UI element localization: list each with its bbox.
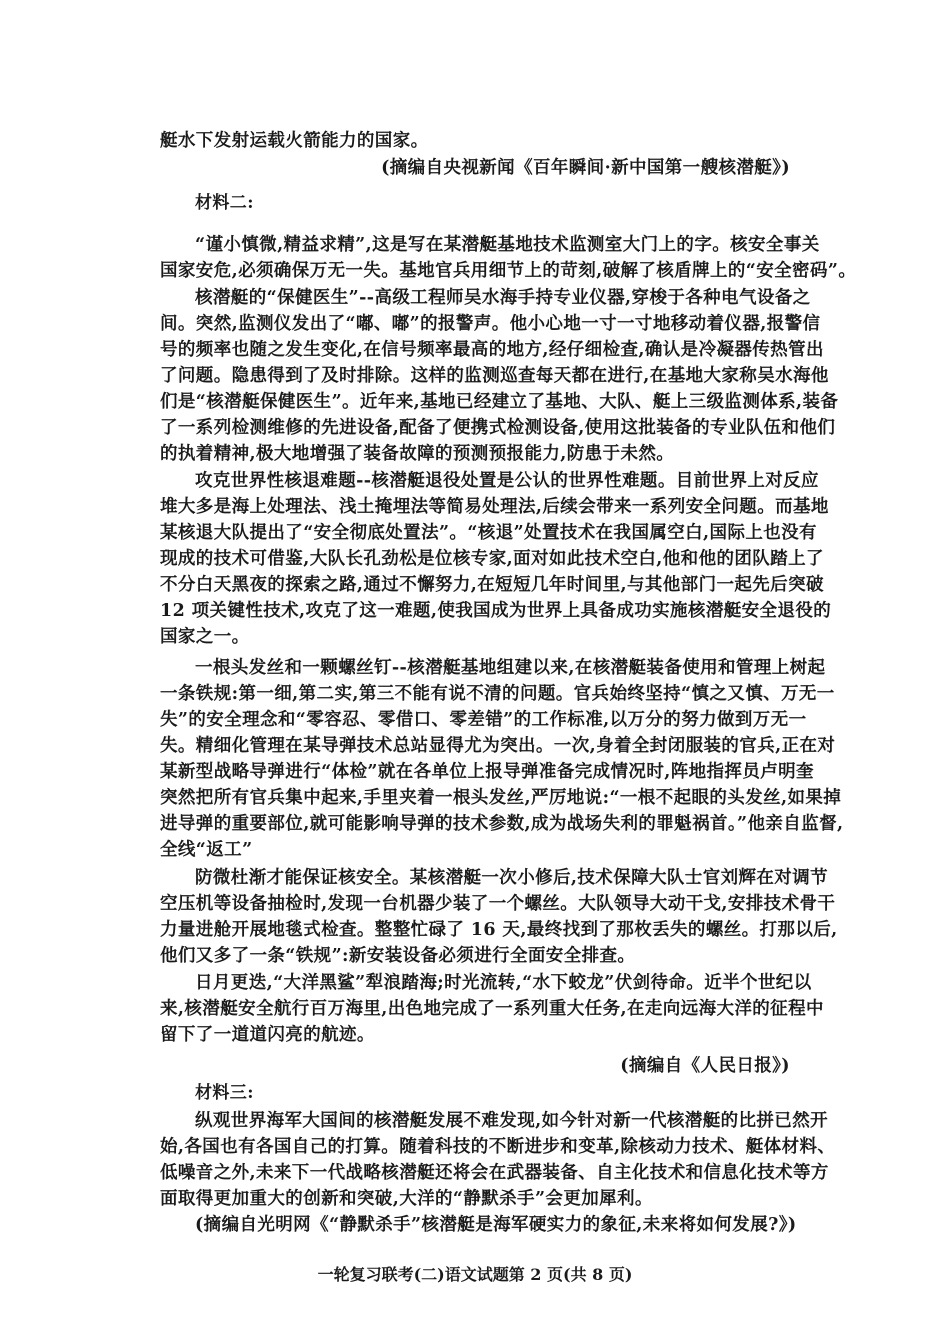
section-heading: 材料三:: [195, 1083, 254, 1103]
section-heading: 材料二:: [195, 193, 254, 213]
text-line: 堆大多是海上处理法、浅土掩埋法等简易处理法,后续会带来一系列安全问题。而基地: [160, 497, 829, 517]
text-line: 间。突然,监测仪发出了“嘟、嘟”的报警声。他小心地一寸一寸地移动着仪器,报警信: [160, 314, 821, 334]
text-line: 进导弹的重要部位,就可能影响导弹的技术参数,成为战场失利的罪魁祸首。”他亲自监督,: [160, 814, 844, 834]
text-line: 低噪音之外,未来下一代战略核潜艇还将会在武器装备、自主化技术和信息化技术等方: [160, 1163, 829, 1183]
page-footer: 一轮复习联考(二)语文试题第 2 页(共 8 页): [317, 1265, 633, 1284]
text-line: 日月更迭,“大洋黑鲨”犁浪踏海;时光流转,“水下蛟龙”伏剑待命。近半个世纪以: [195, 973, 812, 993]
text-line: 现成的技术可借鉴,大队长孔劲松是位核专家,面对如此技术空白,他和他的团队踏上了: [160, 549, 824, 569]
text-line: 一根头发丝和一颗螺丝钉--核潜艇基地组建以来,在核潜艇装备使用和管理上树起: [195, 658, 826, 678]
text-line: 面取得更加重大的创新和突破,大洋的“静默杀手”会更加犀利。: [160, 1189, 653, 1209]
text-line: 某新型战略导弹进行“体检”就在各单位上报导弹准备完成情况时,阵地指挥员卢明奎: [160, 762, 814, 782]
text-line: 他们又多了一条“铁规”:新安装设备必须进行全面安全排查。: [160, 946, 636, 966]
text-line: 失。精细化管理在某导弹技术总站显得尤为突出。一次,身着全封闭服装的官兵,正在对: [160, 736, 836, 756]
text-line: 一条铁规:第一细,第二实,第三不能有说不清的问题。官兵始终坚持“慎之又慎、万无一: [160, 684, 835, 704]
text-line: 的执着精神,极大地增强了装备故障的预测预报能力,防患于未然。: [160, 444, 675, 464]
text-line: 突然把所有官兵集中起来,手里夹着一根头发丝,严厉地说:“一根不起眼的头发丝,如果掉: [160, 788, 842, 808]
text-line: 号的频率也随之发生变化,在信号频率最高的地方,经仔细检查,确认是冷凝器传热管出: [160, 340, 824, 360]
text-line: 力量进舱开展地毯式检查。整整忙碌了 16 天,最终找到了那枚丢失的螺丝。打那以后,: [160, 920, 838, 940]
text-line: 来,核潜艇安全航行百万海里,出色地完成了一系列重大任务,在走向远海大洋的征程中: [160, 999, 824, 1019]
text-line: 了一系列检测维修的先进设备,配备了便携式检测设备,使用这批装备的专业队伍和他们: [160, 418, 836, 438]
text-line: 攻克世界性核退难题--核潜艇退役处置是公认的世界性难题。目前世界上对反应: [195, 471, 819, 491]
text-line: 失”的安全理念和“零容忍、零借口、零差错”的工作标准,以万分的努力做到万无一: [160, 710, 807, 730]
source-citation: (摘编自《人民日报》): [620, 1056, 790, 1076]
text-line: 核潜艇的“保健医生”--高级工程师吴水海手持专业仪器,穿梭于各种电气设备之: [195, 288, 811, 308]
text-line: “谨小慎微,精益求精”,这是写在某潜艇基地技术监测室大门上的字。核安全事关: [195, 235, 820, 255]
text-line: 了问题。隐患得到了及时排除。这样的监测巡查每天都在进行,在基地大家称吴水海他: [160, 366, 829, 386]
text-line: 国家安危,必须确保万无一失。基地官兵用细节上的苛刻,破解了核盾牌上的“安全密码”。: [160, 261, 857, 281]
text-line: 12 项关键性技术,攻克了这一难题,使我国成为世界上具备成功实施核潜艇安全退役的: [160, 601, 832, 621]
text-line: 留下了一道道闪亮的航迹。: [160, 1025, 375, 1045]
text-line: 全线“返工”: [160, 840, 253, 860]
text-line: 们是“核潜艇保健医生”。近年来,基地已经建立了基地、大队、艇上三级监测体系,装备: [160, 392, 839, 412]
source-citation: (摘编自央视新闻《百年瞬间·新中国第一艘核潜艇》): [381, 158, 790, 178]
source-citation: (摘编自光明网《“静默杀手”核潜艇是海军硬实力的象征,未来将如何发展?》): [195, 1215, 797, 1235]
text-line: 空压机等设备抽检时,发现一台机器少装了一个螺丝。大队领导大动干戈,安排技术骨干: [160, 894, 836, 914]
text-line: 纵观世界海军大国间的核潜艇发展不难发现,如今针对新一代核潜艇的比拼已然开: [195, 1111, 828, 1131]
text-line: 防微杜渐才能保证核安全。某核潜艇一次小修后,技术保障大队士官刘辉在对调节: [195, 868, 828, 888]
text-line: 始,各国也有各国自己的打算。随着科技的不断进步和变革,除核动力技术、艇体材料、: [160, 1137, 836, 1157]
text-line: 某核退大队提出了“安全彻底处置法”。“核退”处置技术在我国属空白,国际上也没有: [160, 523, 817, 543]
text-line: 艇水下发射运载火箭能力的国家。: [160, 131, 429, 151]
text-line: 国家之一。: [160, 627, 250, 647]
text-line: 不分白天黑夜的探索之路,通过不懈努力,在短短几年时间里,与其他部门一起先后突破: [160, 575, 824, 595]
